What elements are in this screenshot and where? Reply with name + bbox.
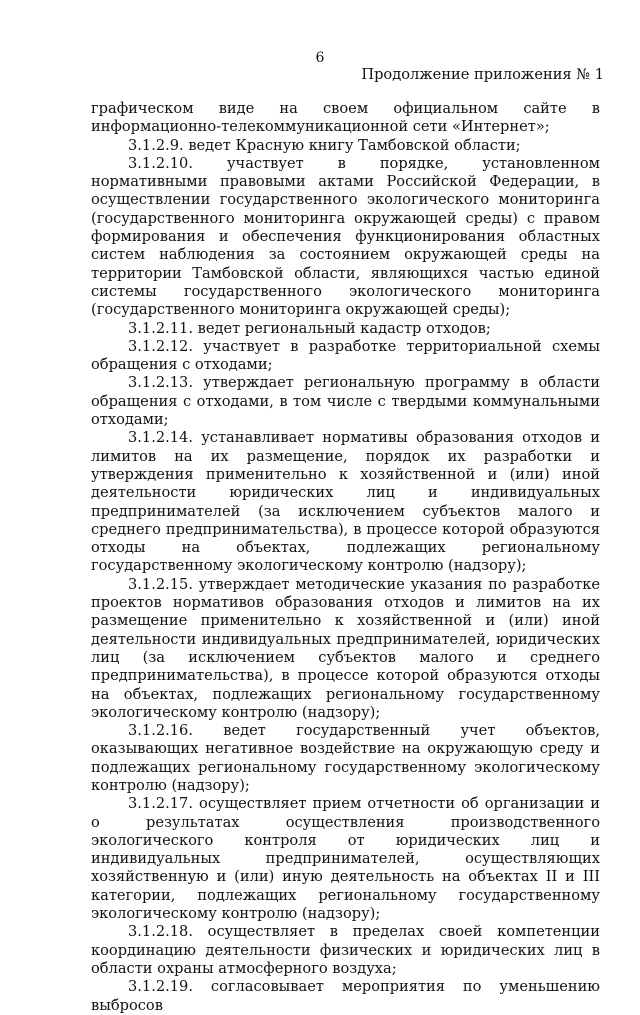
paragraph-3-1-2-15: 3.1.2.15. утверждает методические указания по разработке проектов нормативов образования отходов и лимитов на их размещение применительно к хозяйственной и (или) иной деятельности индивидуальных предпринимателей, юридических лиц (за исключением субъектов малого и среднего предпринимательства), в процессе которой образуются отходы на объектах, подлежащих региональному государственному экологическому контролю (надзору); <box>91 575 600 721</box>
paragraph-3-1-2-17: 3.1.2.17. осуществляет прием отчетности об организации и о результатах осуществления производственного экологического контроля от юридических лиц и индивидуальных предпринимателей, осуществляющих хозяйственную и (или) иную деятельность на объектах II и III категории, подлежащих региональному государственному экологическому контролю (надзору); <box>91 795 600 923</box>
paragraph-3-1-2-18: 3.1.2.18. осуществляет в пределах своей компетенции координацию деятельности физических и юридических лиц в области охраны атмосферного воздуха; <box>91 923 600 977</box>
page-number: 6 <box>315 50 325 66</box>
paragraph-3-1-2-19: 3.1.2.19. согласовывает мероприятия по уменьшению выбросов <box>91 978 600 1014</box>
paragraph-3-1-2-13: 3.1.2.13. утверждает региональную программу в области обращения с отходами, в том числе с твердыми коммунальными отходами; <box>91 374 600 429</box>
appendix-continuation-note: Продолжение приложения № 1 <box>361 66 604 83</box>
paragraph-3-1-2-14: 3.1.2.14. устанавливает нормативы образования отходов и лимитов на их размещение, порядок их разработки и утверждения применительно к хозяйственной и (или) иной деятельности юридических лиц и индивидуальных предпринимателей (за исключением субъектов малого и среднего предпринимательства), в процессе которой образуются отходы на объектах, подлежащих региональному государственному экологическому контролю (надзору); <box>91 429 600 575</box>
paragraph-3-1-2-16: 3.1.2.16. ведет государственный учет объектов, оказывающих негативное воздействие на окружающую среду и подлежащих региональному государственному экологическому контролю (надзору); <box>91 722 600 794</box>
paragraph-continuation: графическом виде на своем официальном сайте в информационно-телекоммуникационной сети «Интернет»; <box>91 100 600 136</box>
paragraph-3-1-2-12: 3.1.2.12. участвует в разработке территориальной схемы обращения с отходами; <box>91 337 600 374</box>
paragraph-3-1-2-11: 3.1.2.11. ведет региональный кадастр отходов; <box>128 319 491 337</box>
document-body <box>91 100 600 1015</box>
paragraph-3-1-2-10: 3.1.2.10. участвует в порядке, установленном нормативными правовыми актами Российской Федерации, в осуществлении государственного экологического мониторинга (государственного мониторинга окружающей среды) с правом формирования и обеспечения функционирования областных систем наблюдения за состоянием окружающей среды на территории Тамбовской области, являющихся частью единой системы государственного экологического мониторинга (государственного мониторинга окружающей среды); <box>91 154 600 319</box>
paragraph-3-1-2-9: 3.1.2.9. ведет Красную книгу Тамбовской области; <box>128 136 521 154</box>
